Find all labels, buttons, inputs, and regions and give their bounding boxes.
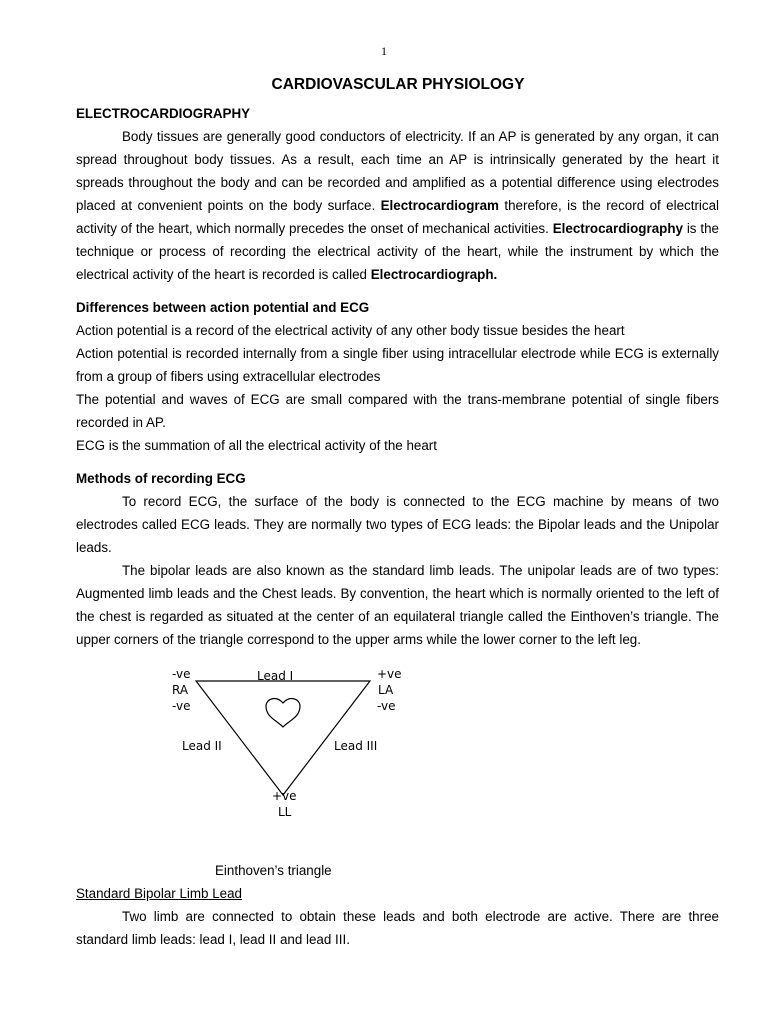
- lead-ii-label: Lead II: [182, 739, 222, 753]
- paragraph-electrocardiography: [76, 125, 719, 286]
- paragraph-methods-2: The bipolar leads are also known as the standard limb leads. The unipolar leads are of two types: Augmented limb leads and the Chest leads. By convention, the heart which is normally oriented to the left of the chest is regarded as situated at the center of an equilateral triangle called the Einthoven’s triangle. The upper corners of the triangle correspond to the upper arms while the lower corner to the left leg.: [76, 563, 719, 647]
- einthoven-triangle-figure: [76, 659, 719, 859]
- document-body: [76, 102, 719, 951]
- section-heading-bipolar-limb-lead: Standard Bipolar Limb Lead: [76, 886, 243, 901]
- term-electrocardiograph: Electrocardiograph.: [370, 267, 498, 282]
- term-electrocardiography: Electrocardiography: [552, 221, 683, 236]
- paragraph-text: therefore, is the record of electrical activity of the heart, which normally precedes the onset of mechanical activities.: [76, 198, 719, 236]
- page-number: 1: [381, 44, 387, 58]
- paragraph-text: Body tissues are generally good conductors of electricity. If an AP is generated by any organ, it can spread throughout body tissues. As a result, each time an AP is intrinsically generated by the heart it spreads throughout the body and can be recorded and amplified as a potential difference using electrodes placed at convenient points on the body surface.: [76, 129, 719, 213]
- difference-item: Action potential is recorded internally from a single fiber using intracellular electrode while ECG is externally from a group of fibers using extracellular electrodes: [76, 346, 719, 384]
- section-heading-differences: Differences between action potential and ECG: [76, 300, 370, 315]
- ll-top-polarity: +ve: [272, 789, 297, 803]
- la-top-polarity: +ve: [377, 667, 402, 681]
- lead-iii-label: Lead III: [334, 739, 378, 753]
- la-bottom-polarity: -ve: [377, 699, 396, 713]
- term-electrocardiogram: Electrocardiogram: [380, 198, 499, 213]
- paragraph-bipolar-limb-lead: Two limb are connected to obtain these leads and both electrode are active. There are three standard limb leads: lead I, lead II and lead III.: [76, 909, 719, 947]
- ra-label: RA: [172, 683, 189, 697]
- paragraph-text: is the technique or process of recording the electrical activity of the heart, while the instrument by which the electrical activity of the heart is recorded is called: [76, 221, 719, 282]
- triangle-shape: [196, 681, 370, 795]
- figure-caption: Einthoven’s triangle: [215, 863, 332, 878]
- ra-top-polarity: -ve: [172, 667, 191, 681]
- section-heading-methods: Methods of recording ECG: [76, 471, 246, 486]
- difference-item: ECG is the summation of all the electrical activity of the heart: [76, 438, 437, 453]
- difference-item: The potential and waves of ECG are small compared with the trans-membrane potential of single fibers recorded in AP.: [76, 392, 719, 430]
- lead-i-label: Lead I: [257, 669, 294, 683]
- section-heading-electrocardiography: ELECTROCARDIOGRAPHY: [76, 106, 251, 121]
- heart-icon: [266, 699, 300, 727]
- ll-label: LL: [278, 805, 292, 819]
- ra-bottom-polarity: -ve: [172, 699, 191, 713]
- document-title: CARDIOVASCULAR PHYSIOLOGY: [271, 76, 525, 93]
- paragraph-methods-1: To record ECG, the surface of the body is connected to the ECG machine by means of two electrodes called ECG leads. They are normally two types of ECG leads: the Bipolar leads and the Unipolar leads.: [76, 494, 719, 555]
- difference-item: Action potential is a record of the electrical activity of any other body tissue besides the heart: [76, 323, 625, 338]
- la-label: LA: [378, 683, 394, 697]
